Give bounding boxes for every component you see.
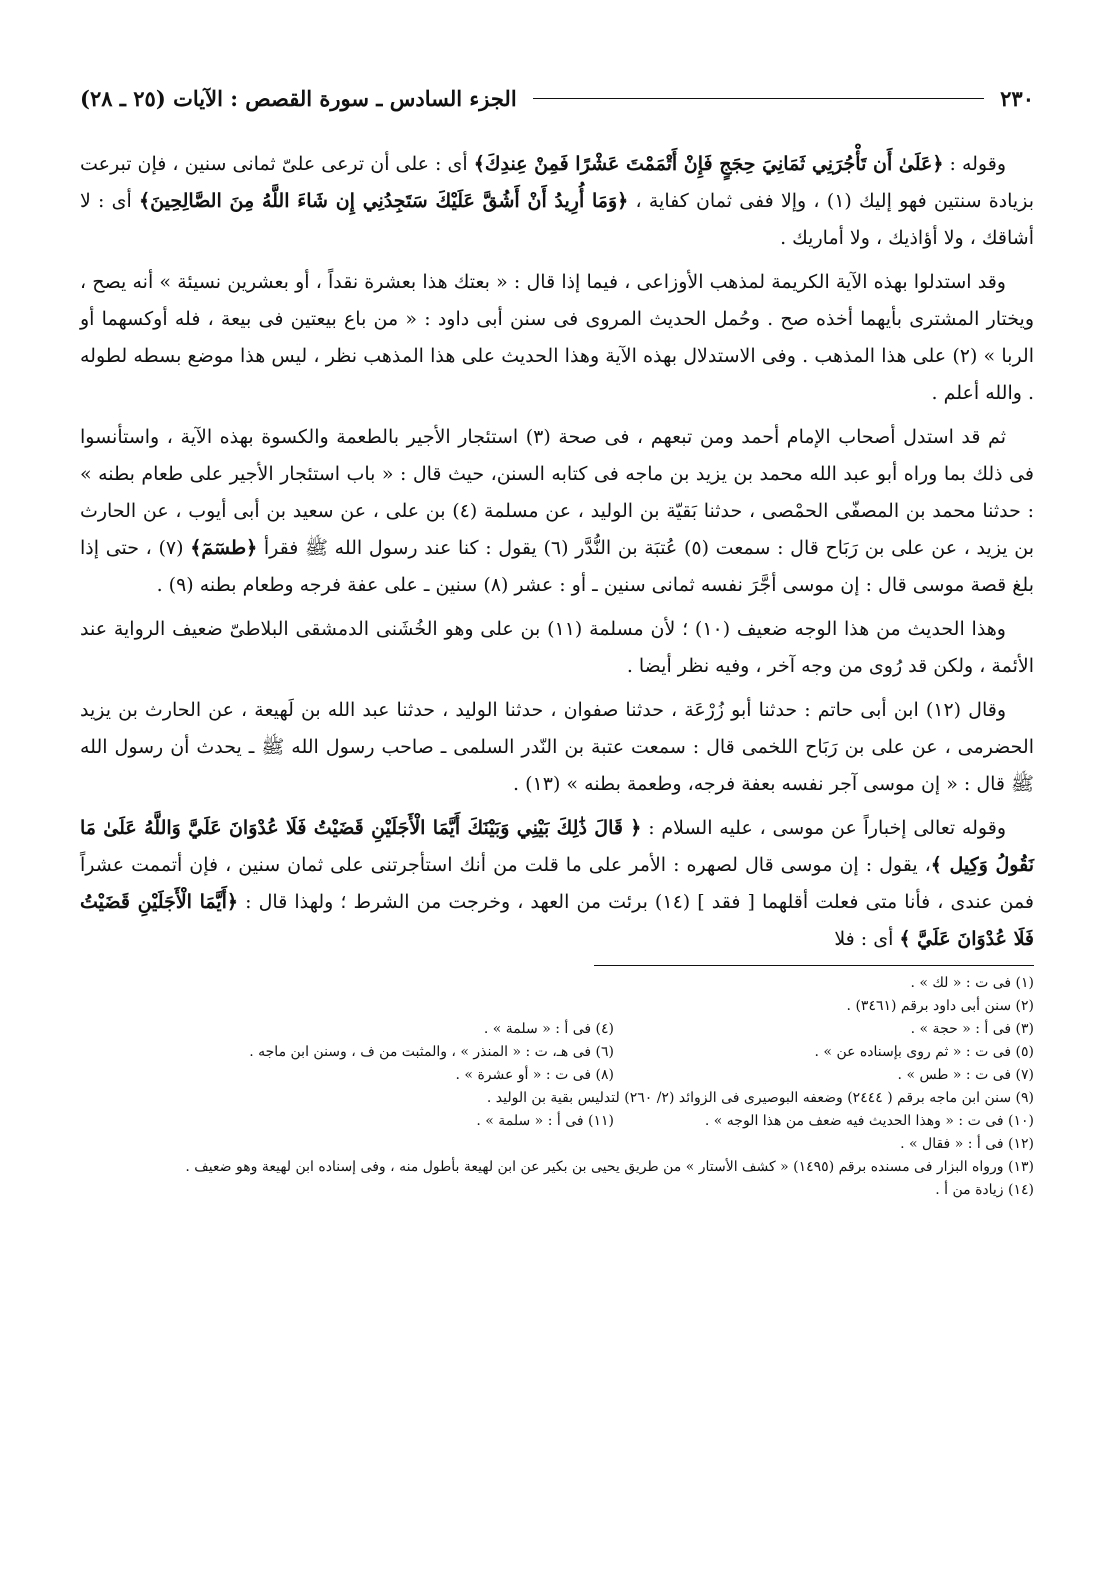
footnote-separator	[594, 965, 1034, 966]
footnote: (٧) فى ت : « طس » .	[897, 1067, 1034, 1083]
running-header	[80, 80, 1034, 116]
footnote: (١١) فى أ : « سلمة » .	[476, 1113, 614, 1129]
body-text: وهذا الحديث من هذا الوجه ضعيف (١٠) ؛ لأن مسلمة (١١) بن على وهو الخُشَنى الدمشقى البلاطىّ ضعيف الرواية عند الأئمة ، ولكن قد رُوى من وجه آخر ، وفيه نظر أيضا .	[80, 618, 1034, 677]
paragraph	[80, 692, 1034, 803]
quran-verse: ﴿طسٓمٓ﴾	[190, 537, 258, 559]
footnote-row	[80, 1041, 1034, 1064]
paragraph	[80, 264, 1034, 412]
header-rule	[533, 98, 984, 99]
footnote: (٨) فى ت : « أو عشرة » .	[455, 1067, 614, 1083]
page-number: ٢٣٠	[1000, 85, 1034, 111]
footnote: (٦) فى هـ، ت : « المنذر » ، والمثبت من ف ، وسنن ابن ماجه .	[249, 1044, 614, 1060]
footnote: (٥) فى ت : « ثم روى بإسناده عن » .	[814, 1044, 1034, 1060]
paragraph	[80, 419, 1034, 604]
quran-verse: ﴿وَمَا أُرِيدُ أَنْ أَشُقَّ عَلَيْكَ سَتَجِدُنِي إِن شَاءَ اللَّهُ مِنَ الصَّالِحِينَ﴾	[139, 190, 629, 212]
footnote: (٢) سنن أبى داود برقم (٣٤٦١) .	[846, 998, 1034, 1014]
paragraph	[80, 146, 1034, 257]
quran-verse: ﴿ قَالَ ذَٰلِكَ بَيْنِي وَبَيْنَكَ أَيَّمَا الْأَجَلَيْنِ قَضَيْتُ فَلَا عُدْوَانَ عَلَيَّ وَاللَّهُ عَلَىٰ مَا نَقُولُ وَكِيل ﴾	[80, 817, 1034, 876]
quran-verse: ﴿عَلَىٰ أَن تَأْجُرَنِي ثَمَانِيَ حِجَجٍ فَإِنْ أَتْمَمْتَ عَشْرًا فَمِنْ عِندِكَ﴾	[473, 153, 944, 175]
body-text: ، يقول : إن موسى قال لصهره : الأمر على ما قلت من أنك استأجرتنى على ثمان سنين ، فإن أتممت عشراً فمن عندى ، فأنا متى فعلت أقلهما [ فقد ] (١٤) برئت من العهد ، وخرجت من الشرط ؛ ولهذا قال :	[80, 854, 1035, 913]
body-text: ثم قد استدل أصحاب الإمام أحمد ومن تبعهم ، فى صحة (٣) استئجار الأجير بالطعمة والكسوة بهذه الآية ، واستأنسوا فى ذلك بما وراه أبو عبد الله محمد بن يزيد بن ماجه فى كتابه السنن، حيث قال : « باب استئجار الأجير على طعام بطنه » : حدثنا محمد بن المصفّى الحمْصى ، حدثنا بَقيّة بن الوليد ، عن مسلمة (٤) بن على ، عن سعيد بن أبى أيوب ، عن الحارث بن يزيد ، عن على بن رَبَاح قال : سمعت (٥) عُتبَة بن النُّدَّر (٦) يقول : كنا عند رسول الله ﷺ فقرأ	[80, 426, 1035, 559]
body-text: وقوله تعالى إخباراً عن موسى ، عليه السلام :	[641, 817, 1006, 839]
running-title: الجزء السادس ـ سورة القصص : الآيات (٢٥ ـ ٢٨)	[80, 85, 517, 111]
quran-verse: ﴿أَيَّمَا الْأَجَلَيْنِ قَضَيْتُ فَلَا عُدْوَانَ عَلَيَّ ﴾	[80, 891, 1034, 950]
body-text: أى : فلا	[834, 928, 900, 950]
footnote: (٤) فى أ : « سلمة » .	[483, 1021, 614, 1037]
footnote-row	[80, 1064, 1034, 1087]
footnote: (٣) فى أ : « حجة » .	[910, 1021, 1034, 1037]
paragraph	[80, 810, 1034, 958]
body-text: وقال (١٢) ابن أبى حاتم : حدثنا أبو زُرْعَة ، حدثنا صفوان ، حدثنا الوليد ، حدثنا عبد الله بن لَهيعة ، عن الحارث بن يزيد الحضرمى ، عن على بن رَبَاح اللخمى قال : سمعت عتبة بن النّدر السلمى ـ صاحب رسول الله ﷺ ـ يحدث أن رسول الله ﷺ قال : « إن موسى آجر نفسه بعفة فرجه، وطعمة بطنه » (١٣) .	[80, 699, 1034, 795]
paragraph	[80, 611, 1034, 685]
footnote: (٩) سنن ابن ماجه برقم ( ٢٤٤٤) وضعفه البوصيرى فى الزوائد (٢/ ٢٦٠) لتدليس بقية بن الوليد .	[486, 1090, 1034, 1106]
footnote-row	[80, 1110, 1034, 1133]
body-text: (٧) ، حتى إذا بلغ قصة موسى قال : إن موسى أجَّرَ نفسه ثمانى سنين ـ أو : عشر (٨) سنين ـ على عفة فرجه وطعام بطنه (٩) .	[80, 537, 1034, 596]
footnote-row	[80, 1018, 1034, 1041]
body-text: وقوله :	[943, 153, 1006, 175]
body-text: أى : لا أشاقك ، ولا أؤاذيك ، ولا أماريك .	[80, 190, 1034, 249]
footnote: (١٣) ورواه البزار فى مسنده برقم (١٤٩٥) « كشف الأستار » من طريق يحيى بن بكير عن ابن لهيعة بأطول منه ، وفى إسناده ابن لهيعة وهو ضعيف .	[185, 1159, 1034, 1175]
page	[80, 80, 1034, 1559]
footnote: (١٠) فى ت : « وهذا الحديث فيه ضعف من هذا الوجه » .	[704, 1113, 1034, 1129]
body-text: وقد استدلوا بهذه الآية الكريمة لمذهب الأوزاعى ، فيما إذا قال : « بعتك هذا بعشرة نقداً ، أو بعشرين نسيئة » أنه يصح ، ويختار المشترى بأيهما أخذه صح . وحُمل الحديث المروى فى سنن أبى داود : « من باع بيعتين فى بيعة ، فله أوكسهما أو الربا » (٢) على هذا المذهب . وفى الاستدلال بهذه الآية وهذا الحديث على هذا المذهب نظر ، ليس هذا موضع بسطه لطوله . والله أعلم .	[80, 271, 1034, 404]
footnote: (١) فى ت : « لك » .	[910, 975, 1034, 991]
body-text: أى : على أن ترعى علىّ ثمانى سنين ، فإن تبرعت بزيادة سنتين فهو إليك (١) ، وإلا ففى ثمان كفاية ،	[80, 153, 1034, 212]
footnotes	[80, 972, 1034, 1202]
footnote: (١٤) زيادة من أ .	[935, 1182, 1034, 1198]
main-text	[80, 146, 1034, 958]
footnote: (١٢) فى أ : « فقال » .	[900, 1136, 1034, 1152]
